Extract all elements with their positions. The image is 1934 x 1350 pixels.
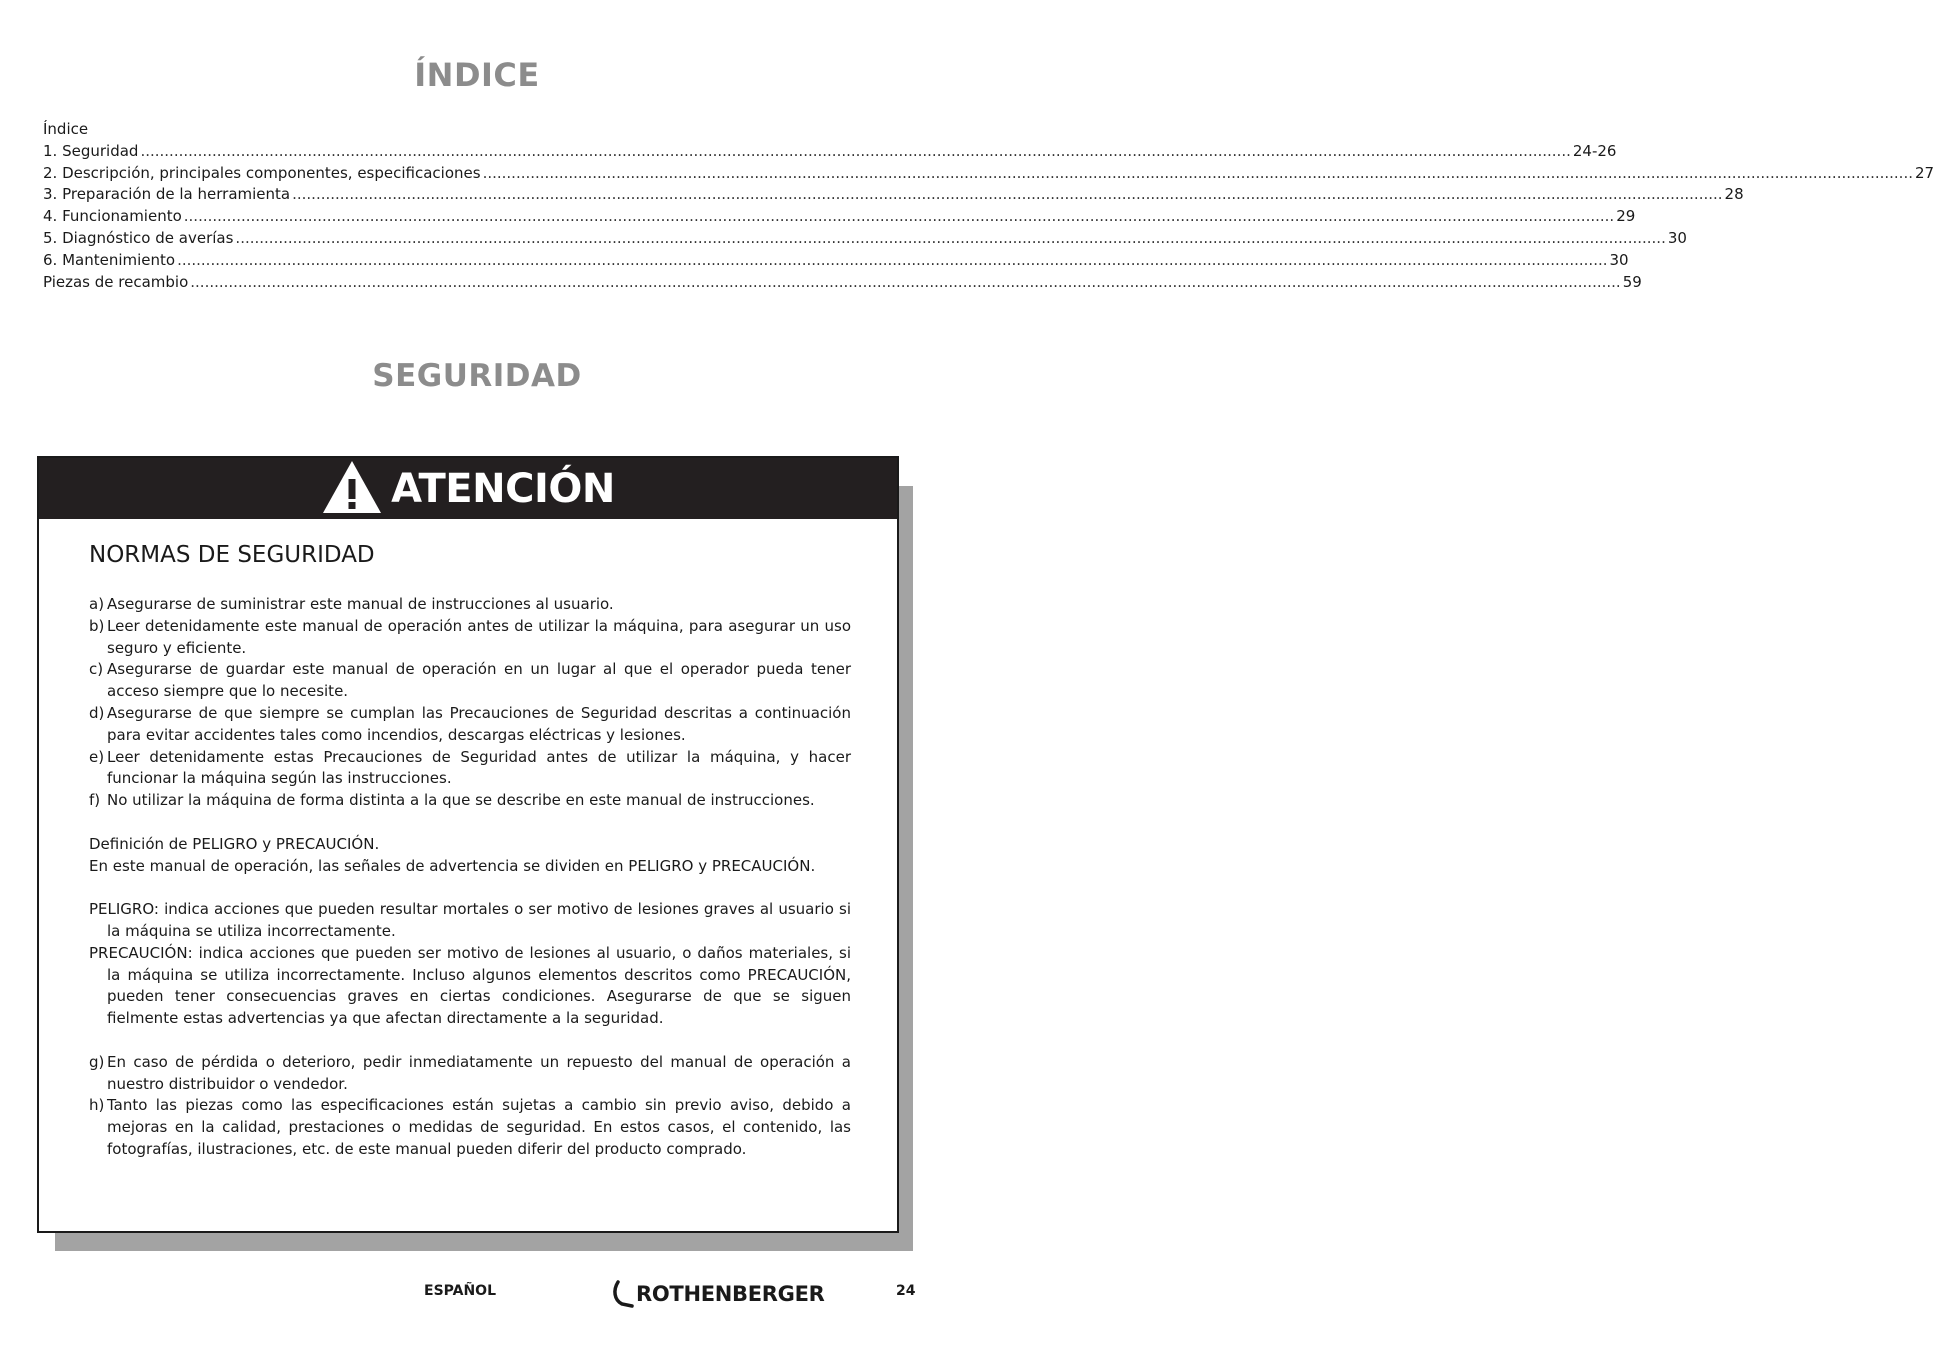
toc-leader-dots: ............................................................................................................................................................................................................................................................................................................ (292, 185, 1723, 204)
precaucion-definition: PRECAUCIÓN: indica acciones que pueden ser motivo de lesiones al usuario, o daños materiales, si la máquina se utiliza incorrectamente. Incluso algunos elementos descritos como PRECAUCIÓN, pueden tener consecuencias graves en ciertas condiciones. Asegurarse de que se siguen fielmente estas advertencias ya que afectan directamente a la seguridad. (89, 943, 851, 1028)
warning-triangle-icon (321, 459, 383, 515)
list-item (89, 1095, 851, 1160)
list-item-text: Asegurarse de guardar este manual de operación en un lugar al que el operador pueda tener acceso siempre que lo necesite. (107, 660, 851, 701)
list-item-text: Asegurarse de que siempre se cumplan las Precauciones de Seguridad descritas a continuación para evitar accidentes tales como incendios, descargas eléctricas y lesiones. (107, 703, 851, 744)
seguridad-title: SEGURIDAD (372, 358, 582, 394)
normas-heading: NORMAS DE SEGURIDAD (89, 542, 375, 568)
safety-list-1 (89, 594, 851, 812)
toc-entry-page: 27 (1914, 163, 1934, 182)
toc-entry-label: 1. Seguridad (43, 141, 139, 160)
toc-entry (43, 272, 1642, 294)
toc-leader-dots: ............................................................................................................................................................................................................................................................................................................ (190, 272, 1621, 291)
list-item-text: Leer detenidamente estas Precauciones de Seguridad antes de utilizar la máquina, y hacer funcionar la máquina según las instrucciones. (107, 747, 851, 788)
toc-entry-label: 4. Funcionamiento (43, 207, 182, 226)
toc-entry-page: 24-26 (1572, 141, 1617, 160)
toc-leader-dots: ............................................................................................................................................................................................................................................................................................................ (183, 207, 1615, 226)
warning-box (37, 456, 899, 1233)
toc-leader-dots: ............................................................................................................................................................................................................................................................................................................ (177, 250, 1608, 269)
safety-list-2 (89, 1052, 851, 1161)
indice-title: ÍNDICE (414, 56, 540, 94)
definition-line-2: En este manual de operación, las señales de advertencia se dividen en PELIGRO y PRECAUCIÓN. (89, 856, 816, 875)
page-number: 24 (896, 1283, 916, 1299)
toc-heading: Índice (43, 120, 89, 138)
list-item-text: Tanto las piezas como las especificaciones están sujetas a cambio sin previo aviso, debido a mejoras en la calidad, prestaciones o medidas de seguridad. En estos casos, el contenido, las fotografías, ilustraciones, etc. de este manual pueden diferir del producto comprado. (107, 1096, 851, 1158)
brand-name: ROTHENBERGER (636, 1282, 825, 1306)
warning-header-text: ATENCIÓN (391, 465, 615, 512)
list-item-text: No utilizar la máquina de forma distinta a la que se describe en este manual de instrucciones. (107, 791, 815, 810)
list-item (89, 594, 851, 616)
toc-entry-label: 5. Diagnóstico de averías (43, 228, 234, 247)
list-item (89, 747, 851, 791)
list-item-label: h) (89, 1096, 105, 1115)
toc-entry-label: 6. Mantenimiento (43, 250, 176, 269)
list-item-label: a) (89, 595, 105, 613)
toc-entry (43, 184, 1744, 206)
list-item-text: En caso de pérdida o deterioro, pedir inmediatamente un repuesto del manual de operación a nuestro distribuidor o vendedor. (107, 1052, 851, 1093)
toc-entry-label: 2. Descripción, principales componentes, especificaciones (43, 163, 481, 182)
toc-entry-page: 30 (1609, 250, 1629, 269)
list-item-label: f) (89, 791, 101, 810)
warning-header (39, 458, 897, 519)
list-item-label: b) (89, 616, 105, 635)
list-item (89, 703, 851, 747)
warning-content (89, 594, 851, 1161)
toc-entries (43, 141, 1934, 294)
toc-entry (43, 250, 1629, 272)
list-item (89, 1052, 851, 1096)
footer-language: ESPAÑOL (424, 1283, 496, 1299)
list-item (89, 616, 851, 660)
rothenberger-logo-icon (612, 1280, 634, 1308)
toc-entry (43, 141, 1617, 163)
list-item-label: c) (89, 660, 104, 679)
list-item-label: d) (89, 703, 105, 722)
toc-entry (43, 163, 1934, 185)
toc-leader-dots: ............................................................................................................................................................................................................................................................................................................ (140, 141, 1571, 160)
toc-entry (43, 206, 1636, 228)
toc-entry-page: 29 (1616, 207, 1636, 226)
toc-leader-dots: ............................................................................................................................................................................................................................................................................................................ (235, 228, 1666, 247)
list-item (89, 790, 851, 812)
peligro-definition: PELIGRO: indica acciones que pueden resultar mortales o ser motivo de lesiones graves al usuario si la máquina se utiliza incorrectamente. (89, 900, 851, 940)
toc-entry-label: Piezas de recambio (43, 272, 189, 291)
list-item (89, 659, 851, 703)
toc-entry-page: 30 (1667, 228, 1687, 247)
toc-entry-label: 3. Preparación de la herramienta (43, 185, 291, 204)
brand-logo (612, 1280, 825, 1308)
toc-leader-dots: ............................................................................................................................................................................................................................................................................................................ (482, 163, 1913, 182)
list-item-text: Asegurarse de suministrar este manual de instrucciones al usuario. (107, 595, 614, 613)
toc-entry-page: 28 (1724, 185, 1744, 204)
definition-line-1: Definición de PELIGRO y PRECAUCIÓN. (89, 834, 380, 853)
toc-entry (43, 228, 1687, 250)
table-of-contents (43, 119, 1934, 293)
list-item-label: g) (89, 1052, 105, 1071)
list-item-text: Leer detenidamente este manual de operación antes de utilizar la máquina, para asegurar un uso seguro y eficiente. (107, 616, 851, 657)
list-item-label: e) (89, 747, 105, 766)
toc-entry-page: 59 (1622, 272, 1642, 291)
